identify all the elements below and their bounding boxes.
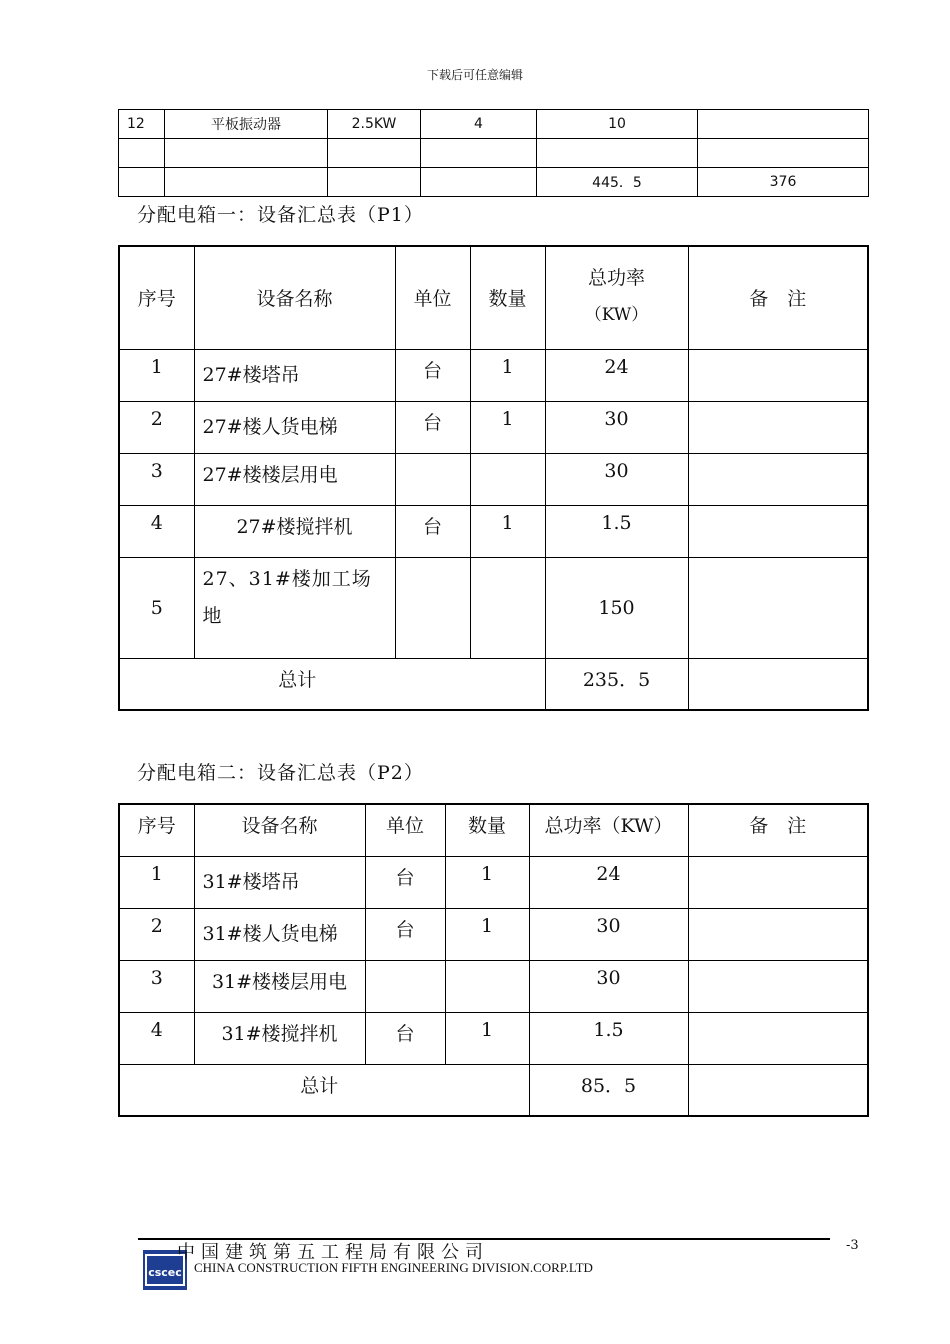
total-label: 总计 <box>119 658 545 710</box>
cell-qty <box>421 168 537 197</box>
cell-qty: 1 <box>445 856 529 908</box>
cell-no: 5 <box>119 557 194 658</box>
header-unit: 单位 <box>395 246 470 349</box>
table-row <box>119 401 868 453</box>
cell-qty <box>470 557 545 658</box>
cell-no: 2 <box>119 908 194 960</box>
table-header-row <box>119 804 868 856</box>
table-row <box>119 856 868 908</box>
cell-no: 4 <box>119 1012 194 1064</box>
cell-unit <box>365 960 445 1012</box>
table-row <box>119 960 868 1012</box>
cell-note <box>698 139 869 168</box>
cell-qty <box>470 453 545 505</box>
cell-name: 27#楼搅拌机 <box>194 505 395 557</box>
cell-name: 27#楼人货电梯 <box>194 401 395 453</box>
header-note: 备 注 <box>688 804 868 856</box>
table-row <box>119 453 868 505</box>
total-note <box>688 658 868 710</box>
cell-qty: 4 <box>421 110 537 139</box>
cell-name-line1: 27、31#楼加工场 <box>202 567 372 590</box>
page-number: -3 <box>846 1238 859 1253</box>
cell-qty: 1 <box>470 505 545 557</box>
cell-power: 1.5 <box>545 505 688 557</box>
logo-text: cscec <box>148 1266 182 1279</box>
cell-unit: 台 <box>395 505 470 557</box>
cell-power: 24 <box>545 349 688 401</box>
cell-name: 31#楼搅拌机 <box>194 1012 365 1064</box>
header-name: 设备名称 <box>194 804 365 856</box>
cell-power: 30 <box>529 960 688 1012</box>
cell-note <box>688 856 868 908</box>
cell-name <box>165 168 328 197</box>
table-row <box>119 139 869 168</box>
table-row <box>119 557 868 658</box>
table-row <box>119 110 869 139</box>
cell-note <box>688 401 868 453</box>
header-unit: 单位 <box>365 804 445 856</box>
cell-note <box>688 349 868 401</box>
table-header-row <box>119 246 868 349</box>
cell-unit <box>395 557 470 658</box>
header-note: 备 注 <box>688 246 868 349</box>
table-row <box>119 1012 868 1064</box>
cell-unit: 台 <box>365 908 445 960</box>
cell-note <box>688 505 868 557</box>
cell-spec: 2.5KW <box>328 110 421 139</box>
table-total-row <box>119 1064 868 1116</box>
header-qty: 数量 <box>445 804 529 856</box>
cell-note <box>688 908 868 960</box>
table-row <box>119 349 868 401</box>
cell-spec <box>328 139 421 168</box>
cell-power <box>537 139 698 168</box>
cell-note <box>688 557 868 658</box>
cell-qty: 1 <box>470 401 545 453</box>
cell-note <box>698 110 869 139</box>
header-qty: 数量 <box>470 246 545 349</box>
cell-unit: 台 <box>395 349 470 401</box>
cell-name: 31#楼楼层用电 <box>194 960 365 1012</box>
header-power-unit: （KW） <box>584 304 649 325</box>
cell-no: 2 <box>119 401 194 453</box>
cell-unit: 台 <box>365 1012 445 1064</box>
cell-power: 30 <box>529 908 688 960</box>
cell-name: 27#楼塔吊 <box>194 349 395 401</box>
total-label: 总计 <box>119 1064 529 1116</box>
cell-qty: 1 <box>470 349 545 401</box>
cell-no: 1 <box>119 349 194 401</box>
header-no: 序号 <box>119 246 194 349</box>
cell-name: 31#楼人货电梯 <box>194 908 365 960</box>
cell-no: 4 <box>119 505 194 557</box>
cell-no: 3 <box>119 453 194 505</box>
cell-unit <box>395 453 470 505</box>
header-power-label: 总功率 <box>587 266 645 289</box>
cell-power: 24 <box>529 856 688 908</box>
header-power <box>545 246 688 349</box>
cell-note <box>688 1012 868 1064</box>
total-value: 85．5 <box>529 1064 688 1116</box>
cell-power: 10 <box>537 110 698 139</box>
cell-name-line2: 地 <box>202 604 222 627</box>
table-row <box>119 505 868 557</box>
cell-no: 3 <box>119 960 194 1012</box>
cell-qty: 1 <box>445 1012 529 1064</box>
cell-spec <box>328 168 421 197</box>
cell-note: 376 <box>698 168 869 197</box>
cell-no <box>119 168 165 197</box>
p2-caption: 分配电箱二：设备汇总表（P2） <box>137 762 424 784</box>
cell-no: 12 <box>119 110 165 139</box>
cell-power: 30 <box>545 401 688 453</box>
cell-no <box>119 139 165 168</box>
cell-power: 1.5 <box>529 1012 688 1064</box>
cell-qty <box>445 960 529 1012</box>
company-name-cn: 中国建筑第五工程局有限公司 <box>177 1242 489 1263</box>
cell-unit: 台 <box>395 401 470 453</box>
header-name: 设备名称 <box>194 246 395 349</box>
p1-table <box>118 245 869 711</box>
cell-name <box>165 139 328 168</box>
header-power: 总功率（KW） <box>529 804 688 856</box>
table-row <box>119 168 869 197</box>
table-total-row <box>119 658 868 710</box>
cell-name: 平板振动器 <box>165 110 328 139</box>
company-name-en: CHINA CONSTRUCTION FIFTH ENGINEERING DIVISION.CORP.LTD <box>194 1260 593 1275</box>
cell-name: 31#楼塔吊 <box>194 856 365 908</box>
total-value: 235．5 <box>545 658 688 710</box>
cell-name <box>194 557 395 658</box>
cell-power: 445．5 <box>537 168 698 197</box>
cell-no: 1 <box>119 856 194 908</box>
prev-table <box>118 109 869 197</box>
cell-unit: 台 <box>365 856 445 908</box>
p2-table <box>118 803 869 1117</box>
total-note <box>688 1064 868 1116</box>
cell-power: 30 <box>545 453 688 505</box>
cell-qty: 1 <box>445 908 529 960</box>
cell-note <box>688 960 868 1012</box>
cell-qty <box>421 139 537 168</box>
cell-name: 27#楼楼层用电 <box>194 453 395 505</box>
cell-power: 150 <box>545 557 688 658</box>
p1-caption: 分配电箱一：设备汇总表（P1） <box>137 204 424 226</box>
table-row <box>119 908 868 960</box>
header-no: 序号 <box>119 804 194 856</box>
header-note: 下载后可任意编辑 <box>426 68 523 82</box>
cell-note <box>688 453 868 505</box>
